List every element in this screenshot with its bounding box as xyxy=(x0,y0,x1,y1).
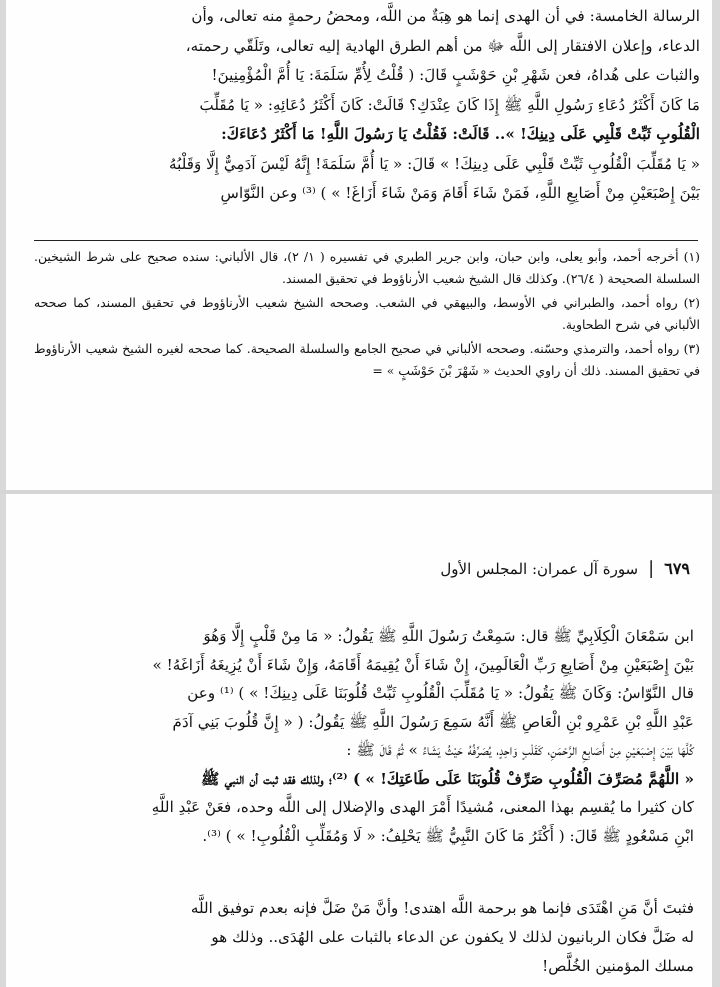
page-number: ٦٧٩ xyxy=(664,559,690,578)
paragraph-line: ابْنِ مَسْعُودٍ ﷺ قَالَ: ( أَكْثَرُ مَا كَانَ النَّبِيُّ ﷺ يَحْلِفُ: « لَا وَمُقَلِّبِ الْقُلُوبِ! » ) ⁽³⁾. xyxy=(202,826,694,845)
paragraph-line: الدعاء، وإعلان الافتقار إلى اللَّه ﷻ من أهم الطرق الهادية إليه تعالى، وتَلَقّي رحمته، xyxy=(185,36,700,55)
footnote-divider xyxy=(34,240,698,241)
top-page xyxy=(0,0,720,492)
paragraph-line: فثبتَ أنَّ مَنِ اهْتَدَى فإنما هو برحمة اللَّه اهتدى! وأنَّ مَنْ ضَلَّ فإنه بعدم توفيق اللَّه xyxy=(190,899,694,917)
footnote-text: رواه أحمد، والترمذي وحسّنه. وصححه الألباني في صحيح الجامع والسلسلة الصحيحة. كما صححه لغيره الشيخ شعيب الأرناؤوط في تحقيق المسند. ذلك أن راوي الحديث « شَهْرَ بْنَ حَوْشَبٍ » = xyxy=(34,341,700,378)
paragraph-line: عَبْدِ اللَّهِ بْنِ عَمْرِو بْنِ الْعَاصِ ﷺ أَنَّهُ سَمِعَ رَسُولَ اللَّهِ ﷺ يَقُولُ: ( « إِنَّ قُلُوبَ بَنِي آدَمَ xyxy=(172,712,694,731)
footnote-text: أخرجه أحمد، وأبو يعلى، وابن حبان، وابن جرير الطبري في تفسيره ( ١/ ٢)، قال الألباني: سنده صحيح على شرط الشيخين. السلسلة الصحيحة ( ٢٦/٤). وكذلك قال الشيخ شعيب الأرناؤوط في تحقيق المسند. xyxy=(34,249,700,286)
paragraph-line: بَيْنَ إِصْبَعَيْنِ مِنْ أَصَابِعِ رَبِّ الْعَالَمِينَ، إِنْ شَاءَ أَنْ يُقِيمَهُ أَقَامَهُ، وَإِنْ شَاءَ أَنْ يُزِيغَهُ أَزَاغَهُ! » xyxy=(152,655,694,674)
bottom-page-paragraph xyxy=(28,622,694,850)
footnote-label: (١) xyxy=(683,249,700,264)
closing-paragraph xyxy=(28,894,694,981)
footnotes xyxy=(34,246,700,384)
paragraph-line: قال النَّوّاسُ: وَكَانَ ﷺ يَقُولُ: « يَا مُقَلِّبَ الْقُلُوبِ ثَبِّتْ قُلُوبَنَا عَلَى دِينِكَ! » ) ⁽¹⁾ وعن xyxy=(187,684,694,702)
paragraph-line: مسلك المؤمنين الخُلَّص! xyxy=(542,957,694,975)
paragraph-line: بَيْنَ إِصْبَعَيْنِ مِنْ أَصَابِعِ اللَّهِ، فَمَنْ شَاءَ أَقَامَ وَمَنْ شَاءَ أَزَاغَ! » ) ⁽³⁾ وعن النَّوّاسِ xyxy=(220,184,700,202)
running-header xyxy=(440,558,690,579)
paragraph-line: ابن سَمْعَانَ الْكِلَابِيِّ ﷺ قال: سَمِعْتُ رَسُولَ اللَّهِ ﷺ يَقُولُ: « مَا مِنْ قَلْبٍ إِلَّا وَهُوَ xyxy=(203,627,694,645)
footnote-label: (٢) xyxy=(683,295,700,310)
paragraph-line: والثبات على هُداهُ، فعن شَهْرِ بْنِ حَوْشَبٍ قَالَ: ( قُلْتُ لِأُمِّ سَلَمَةَ: يَا أُمَّ الْمُؤْمِنِينَ! xyxy=(211,66,700,84)
paragraph-line: له ضَلَّ فكان الربانيون لذلك لا يكفون عن الدعاء بالثبات على الهُدَى.. وذلك هو xyxy=(211,928,694,946)
footnote-3 xyxy=(34,338,700,382)
paragraph-line: كُلَّهَا بَيْنَ إِصْبَعَيْنِ مِنْ أَصَابِعِ الرَّحْمَنِ، كَقَلْبٍ وَاحِدٍ، يُصَرِّفُهُ حَيْثُ يَشَاءُ » ثُمَّ قَالَ ﷺ : xyxy=(346,741,694,759)
footnote-2 xyxy=(34,292,700,336)
footnote-label: (٣) xyxy=(683,341,700,356)
paragraph-line: الرسالة الخامسة: في أن الهدى إنما هو هِبَةٌ من اللَّه، ومحضُ رحمةٍ منه تعالى، وأن xyxy=(191,7,700,25)
paragraph-line: مَا كَانَ أَكْثَرُ دُعَاءِ رَسُولِ اللَّهِ ﷺ إِذَا كَانَ عِنْدَكِ؟ قَالَتْ: كَانَ أَكْثَرُ دُعَائِهِ: « يَا مُقَلِّبَ xyxy=(199,95,700,114)
paragraph-line: كان كثيرا ما يُقسِم بهذا المعنى، مُشيدًا أَمْرَ الهدى والإضلال إلى اللَّه وحده، فعَنْ عَبْدِ اللَّهِ xyxy=(151,798,694,816)
header-separator: | xyxy=(648,558,655,579)
footnote-1 xyxy=(34,246,700,290)
paragraph-line: « يَا مُقَلِّبَ الْقُلُوبِ ثَبِّتْ قَلْبِي عَلَى دِينِكَ! » قَالَ: « يَا أُمَّ سَلَمَةَ! إِنَّهُ لَيْسَ آدَمِيٌّ إِلَّا وَقَلْبُهُ xyxy=(168,154,700,173)
paragraph-line: الْقُلُوبِ ثَبِّتْ قَلْبِي عَلَى دِينِكَ! ».. قَالَتْ: فَقُلْتُ يَا رَسُولَ اللَّهِ! مَا أَكْثَرُ دُعَاءَكَ: xyxy=(221,125,700,143)
running-title: سورة آل عمران: المجلس الأول xyxy=(440,559,639,578)
paragraph-line: « اللَّهُمَّ مُصَرِّفَ الْقُلُوبِ صَرِّفْ قُلُوبَنَا عَلَى طَاعَتِكَ! » ) ⁽²⁾؛ ولذلك فقد ثبت أن النبي ﷺ xyxy=(200,769,694,788)
top-page-paragraph xyxy=(34,2,700,209)
footnote-text: رواه أحمد، والطبراني في الأوسط، والبيهقي في الشعب. وصححه الشيخ شعيب الأرناؤوط في تحقيق المسند، كما صححه الألباني في شرح الطحاوية. xyxy=(34,295,700,332)
